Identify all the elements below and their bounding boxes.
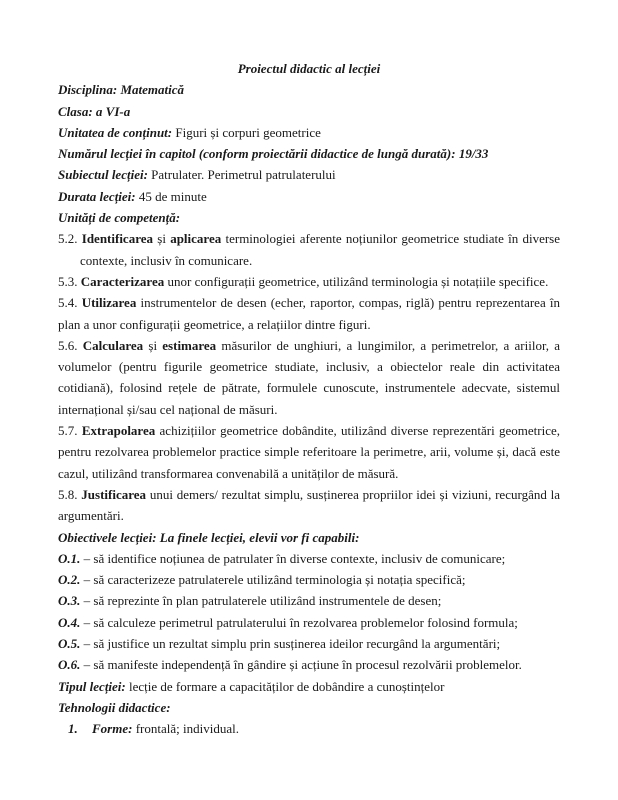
objective-text: – să manifeste independență în gândire și acțiune în procesul rezolvării problemelor.: [80, 657, 522, 673]
objective-code: O.3.: [58, 593, 81, 609]
competence-text: măsurilor de unghiuri, a lungimilor, a perimetrelor, a ariilor, a volumelor (pentru figurile geometrice studiate, inclusiv, a obiectelor reale din activitatea cotidiană), folosind rețele de pătrate, formulele cunoscute, instrumentele adecvate, sistemul internațional și/sau cel național de măsuri.: [58, 337, 561, 417]
objective-code: O.2.: [58, 572, 81, 588]
competence-number: 5.2.: [58, 231, 82, 247]
lesson-type-label: Tipul lecției:: [58, 678, 126, 694]
objective-text: – să calculeze perimetrul patrulaterului în rezolvarea problemelor folosind formula;: [80, 614, 518, 630]
objective-item: [58, 633, 560, 654]
document-title: Proiectul didactic al lecției: [237, 61, 381, 76]
competence-text: unor configurații geometrice, utilizând terminologia și notațiile specifice.: [164, 273, 549, 289]
objective-item: [58, 590, 560, 611]
objective-text: – să caracterizeze patrulaterele utilizând terminologia și notația specifică;: [80, 572, 466, 588]
competence-keyword: aplicarea: [170, 231, 222, 247]
objective-text: – să reprezinte în plan patrulaterele utilizând instrumentele de desen;: [80, 593, 442, 609]
competence-item: [58, 335, 560, 420]
objective-item: [58, 612, 560, 633]
document-page: [58, 58, 560, 740]
objectives-list: [58, 548, 560, 676]
lesson-type: [58, 676, 560, 697]
objective-text: – să justifice un rezultat simplu prin susținerea ideilor recurgând la argumentări;: [80, 636, 501, 652]
subject-label: Subiectul lecției:: [58, 167, 148, 183]
competence-number: 5.6.: [58, 337, 83, 353]
competence-number: 5.7.: [58, 423, 82, 439]
competence-text: achizițiilor geometrice dobândite, utilizând diverse reprezentări geometrice, pentru rezolvarea problemelor practice simple referitoare la perimetre, arii, volume și, dacă este cazul, utilizând transformarea convenabilă a unităților de măsură.: [58, 423, 561, 481]
competence-text: și: [153, 231, 171, 247]
lesson-subject: [58, 164, 560, 185]
technology-item: [58, 718, 560, 739]
technology-label: Forme:: [92, 721, 133, 737]
competence-keyword: estimarea: [162, 337, 217, 353]
objective-item: [58, 548, 560, 569]
competences-heading: Unități de competență:: [58, 210, 181, 226]
lesson-duration: [58, 186, 560, 207]
class: Clasa: a VI-a: [58, 103, 131, 119]
subject-value: Patrulater. Perimetrul patrulaterului: [147, 167, 336, 183]
objective-code: O.1.: [58, 550, 81, 566]
objective-item: [58, 654, 560, 675]
content-unit-label: Unitatea de conținut:: [58, 124, 173, 140]
competence-keyword: Identificarea: [81, 231, 154, 247]
competence-keyword: Utilizarea: [81, 295, 137, 311]
duration-label: Durata lecției:: [58, 188, 136, 204]
competence-keyword: Caracterizarea: [80, 273, 165, 289]
content-unit-value: Figuri și corpuri geometrice: [172, 124, 321, 140]
competence-item: [58, 484, 560, 527]
objective-code: O.6.: [58, 657, 81, 673]
lesson-number: Numărul lecției în capitol (conform proiectării didactice de lungă durată): 19/33: [58, 146, 489, 162]
technology-value: frontală; individual.: [132, 721, 239, 737]
competence-item: [58, 420, 560, 484]
competences-list: [58, 228, 560, 526]
technologies-heading: Tehnologii didactice:: [58, 699, 171, 715]
objective-item: [58, 569, 560, 590]
competence-keyword: Extrapolarea: [81, 423, 156, 439]
competence-keyword: Calcularea: [82, 337, 144, 353]
competence-number: 5.3.: [58, 273, 81, 289]
objectives-heading: Obiectivele lecției: La finele lecției, elevii vor fi capabili:: [58, 529, 360, 545]
discipline: Disciplina: Matematică: [58, 82, 185, 98]
competence-item: [58, 228, 560, 271]
competence-item: [58, 292, 560, 335]
duration-value: 45 de minute: [135, 188, 207, 204]
lesson-type-value: lecție de formare a capacităților de dobândire a cunoștințelor: [125, 678, 445, 694]
objective-code: O.5.: [58, 636, 81, 652]
objective-text: – să identifice noțiunea de patrulater în diverse contexte, inclusiv de comunicare;: [80, 550, 506, 566]
competence-item: [58, 271, 560, 292]
competence-text: și: [143, 337, 163, 353]
competence-text: terminologiei aferente noțiunilor geometrice studiate în diverse contexte, inclusiv în comunicare.: [80, 231, 561, 268]
competence-number: 5.8.: [58, 486, 82, 502]
content-unit: [58, 122, 560, 143]
competence-keyword: Justificarea: [81, 486, 147, 502]
competence-number: 5.4.: [58, 295, 82, 311]
technology-number: 1.: [68, 721, 78, 737]
competence-text: unui demers/ rezultat simplu, susținerea propriilor idei și viziuni, recurgând la argumentări.: [58, 486, 561, 524]
objective-code: O.4.: [58, 614, 81, 630]
competence-text: instrumentelor de desen (echer, raportor, compas, riglă) pentru reprezentarea în plan a unor configurații geometrice, a relațiilor dintre figuri.: [58, 295, 560, 332]
